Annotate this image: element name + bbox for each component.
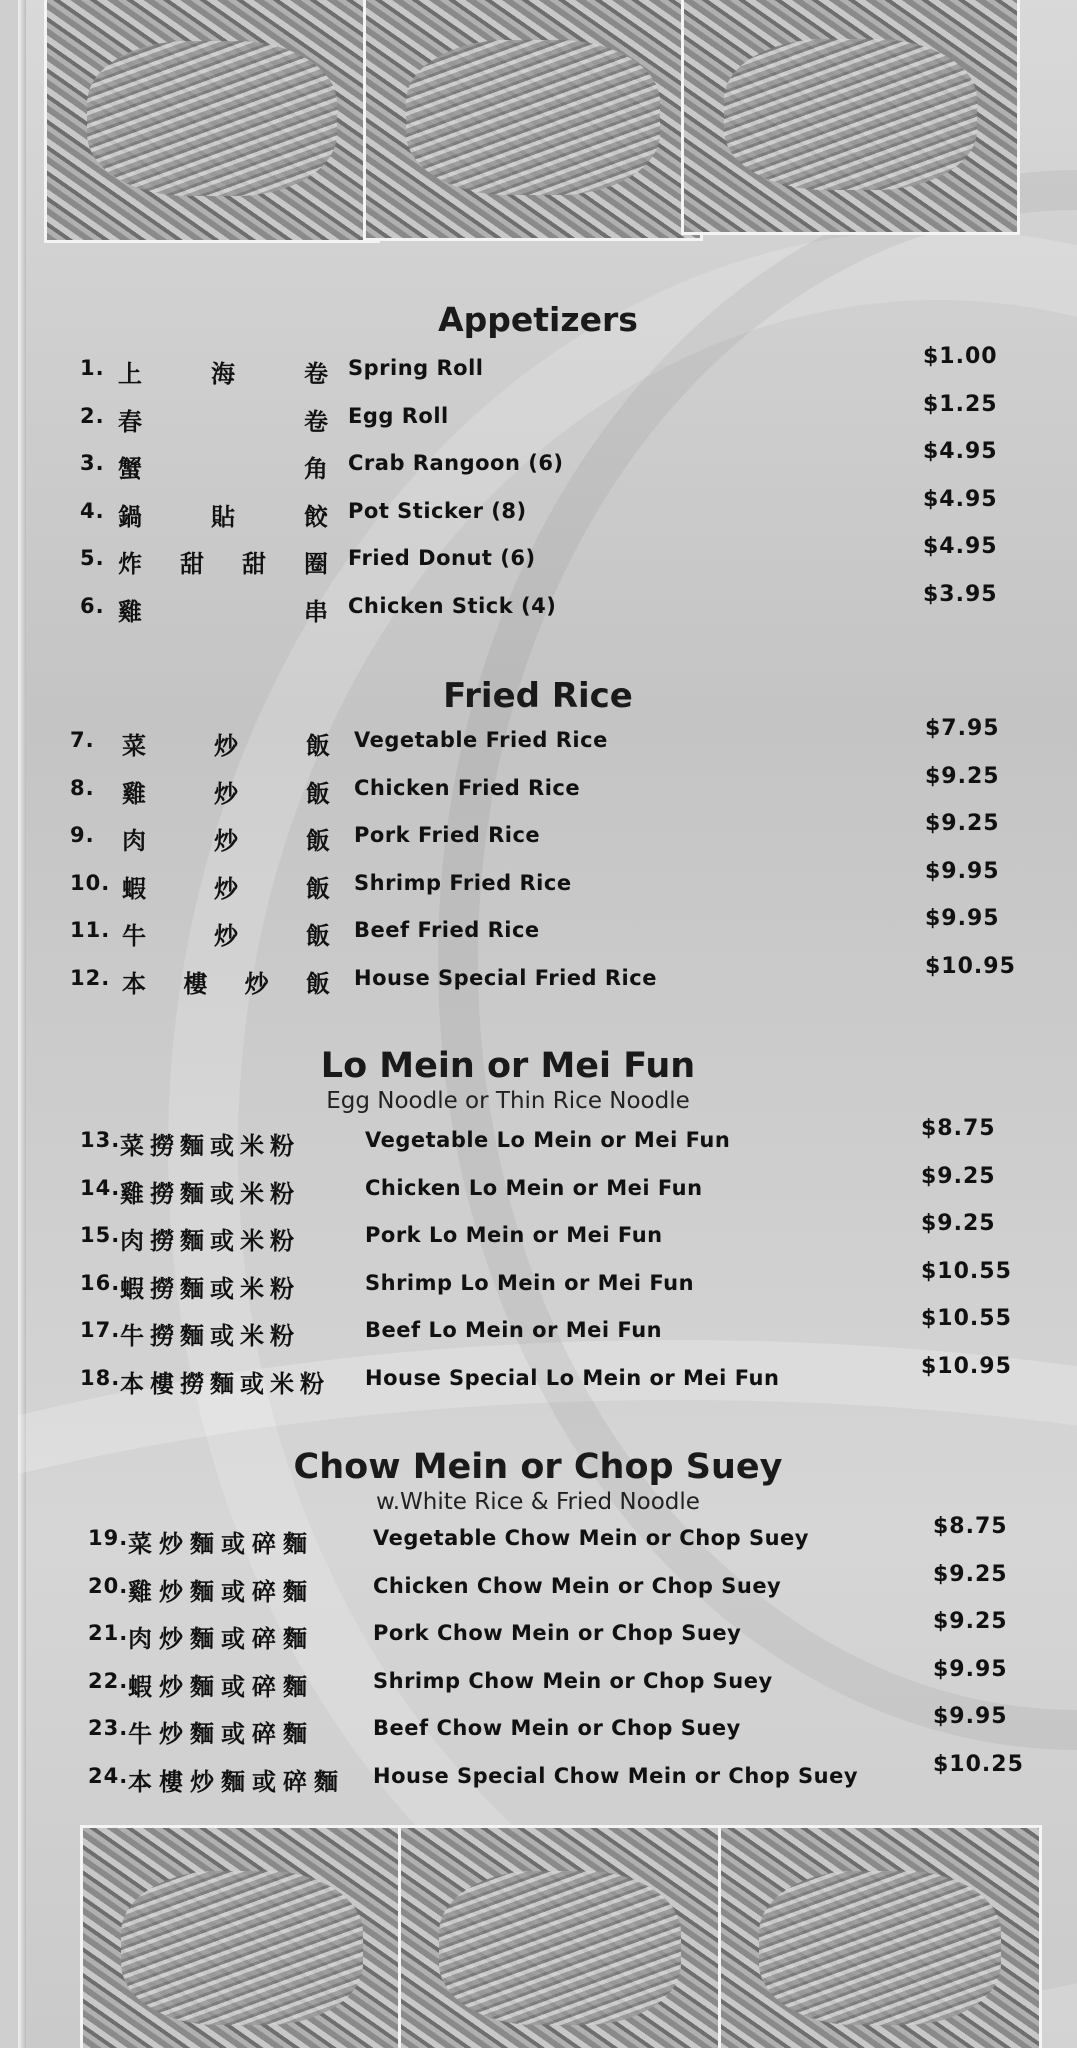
item-chinese-name bbox=[122, 964, 332, 999]
item-chinese-name: 肉撈麵或米粉 bbox=[120, 1227, 300, 1255]
item-number: 12. bbox=[70, 966, 111, 990]
item-price: $9.25 bbox=[925, 764, 1000, 789]
chinese-char: 本 bbox=[122, 970, 148, 998]
chinese-char bbox=[212, 592, 236, 627]
menu-item-row bbox=[80, 499, 900, 539]
item-price: $10.95 bbox=[921, 1354, 1012, 1379]
item-english-name: Egg Roll bbox=[348, 404, 449, 428]
item-number: 2. bbox=[80, 404, 105, 428]
chow-mein-subtitle: w.White Rice & Fried Noodle bbox=[376, 1489, 700, 1515]
item-english-name: House Special Fried Rice bbox=[354, 966, 657, 990]
item-number: 13. bbox=[80, 1128, 121, 1152]
item-number: 5. bbox=[80, 546, 105, 570]
chinese-char: 上 bbox=[118, 360, 144, 388]
menu-item-row bbox=[80, 1176, 900, 1216]
item-price: $7.95 bbox=[925, 716, 1000, 741]
menu-item-row bbox=[80, 1366, 900, 1406]
chinese-char: 卷 bbox=[304, 408, 330, 436]
bottom-photo-row bbox=[18, 1825, 1077, 2048]
item-chinese-name bbox=[118, 592, 330, 627]
menu-item-row bbox=[80, 1223, 900, 1263]
chinese-char: 炒 bbox=[244, 970, 271, 998]
item-chinese-name: 菜炒麵或碎麵 bbox=[128, 1530, 314, 1558]
item-price: $9.95 bbox=[933, 1704, 1008, 1729]
menu-item-row bbox=[80, 1128, 900, 1168]
fried-rice-title: Fried Rice bbox=[443, 676, 633, 716]
item-price: $9.25 bbox=[921, 1164, 996, 1189]
item-english-name: Crab Rangoon (6) bbox=[348, 451, 564, 475]
chinese-char: 飯 bbox=[306, 780, 332, 808]
item-number: 16. bbox=[80, 1271, 121, 1295]
menu-item-row bbox=[70, 823, 890, 863]
item-chinese-name bbox=[118, 402, 330, 437]
item-number: 15. bbox=[80, 1223, 121, 1247]
chinese-char: 飯 bbox=[306, 827, 332, 855]
menu-item-row bbox=[80, 594, 900, 634]
item-number: 22. bbox=[88, 1669, 129, 1693]
item-price: $9.25 bbox=[933, 1562, 1008, 1587]
item-number: 6. bbox=[80, 594, 105, 618]
item-price: $4.95 bbox=[923, 487, 998, 512]
item-chinese-name bbox=[118, 544, 330, 579]
chinese-char: 圈 bbox=[304, 550, 330, 578]
chinese-char: 炒 bbox=[214, 732, 240, 760]
menu-item-row bbox=[80, 404, 900, 444]
menu-item-row bbox=[70, 728, 890, 768]
chinese-char: 串 bbox=[304, 598, 330, 626]
item-chinese-name bbox=[122, 869, 332, 904]
item-price: $4.95 bbox=[923, 439, 998, 464]
chinese-char: 炒 bbox=[214, 922, 240, 950]
chinese-char: 飯 bbox=[306, 875, 332, 903]
item-chinese-name: 牛炒麵或碎麵 bbox=[128, 1720, 314, 1748]
chinese-char: 飯 bbox=[306, 922, 332, 950]
chinese-char: 炒 bbox=[214, 875, 240, 903]
item-english-name: Shrimp Chow Mein or Chop Suey bbox=[373, 1669, 773, 1693]
item-price: $9.25 bbox=[933, 1609, 1008, 1634]
item-number: 9. bbox=[70, 823, 95, 847]
item-english-name: Pork Fried Rice bbox=[354, 823, 541, 847]
item-chinese-name: 肉炒麵或碎麵 bbox=[128, 1625, 314, 1653]
item-chinese-name: 牛撈麵或米粉 bbox=[120, 1322, 300, 1350]
menu-item-row bbox=[88, 1621, 908, 1661]
shrimp-chow-mein-photo bbox=[718, 1825, 1042, 2048]
item-price: $9.95 bbox=[925, 906, 1000, 931]
chinese-char bbox=[212, 449, 236, 484]
lo-mein-subtitle: Egg Noodle or Thin Rice Noodle bbox=[326, 1088, 690, 1114]
item-price: $10.55 bbox=[921, 1306, 1012, 1331]
item-price: $4.95 bbox=[923, 534, 998, 559]
item-number: 7. bbox=[70, 728, 95, 752]
item-english-name: Spring Roll bbox=[348, 356, 484, 380]
chinese-char: 雞 bbox=[122, 780, 148, 808]
item-number: 20. bbox=[88, 1574, 129, 1598]
chinese-char: 牛 bbox=[122, 922, 148, 950]
item-number: 14. bbox=[80, 1176, 121, 1200]
item-chinese-name bbox=[122, 726, 332, 761]
item-number: 19. bbox=[88, 1526, 129, 1550]
item-number: 10. bbox=[70, 871, 111, 895]
item-chinese-name bbox=[118, 449, 330, 484]
chinese-char: 甜 bbox=[180, 550, 206, 578]
item-number: 1. bbox=[80, 356, 105, 380]
item-price: $10.25 bbox=[933, 1752, 1024, 1777]
chinese-char: 蟹 bbox=[118, 455, 144, 483]
fried-rice-photo bbox=[363, 0, 703, 241]
menu-item-row bbox=[70, 966, 890, 1006]
chinese-char: 炸 bbox=[118, 550, 144, 578]
item-number: 18. bbox=[80, 1366, 121, 1390]
chinese-char: 卷 bbox=[304, 360, 330, 388]
item-number: 17. bbox=[80, 1318, 121, 1342]
menu-page bbox=[18, 0, 1077, 2048]
item-english-name: Chicken Stick (4) bbox=[348, 594, 557, 618]
chinese-char: 甜 bbox=[242, 550, 268, 578]
item-english-name: Vegetable Chow Mein or Chop Suey bbox=[373, 1526, 809, 1550]
item-price: $1.00 bbox=[923, 344, 998, 369]
item-english-name: Beef Fried Rice bbox=[354, 918, 540, 942]
item-english-name: Beef Chow Mein or Chop Suey bbox=[373, 1716, 741, 1740]
lo-mein-title: Lo Mein or Mei Fun bbox=[320, 1046, 696, 1086]
chinese-char: 菜 bbox=[122, 732, 148, 760]
item-chinese-name: 本樓撈麵或米粉 bbox=[120, 1370, 330, 1398]
chinese-char: 飯 bbox=[305, 970, 332, 998]
chinese-char: 樓 bbox=[183, 970, 210, 998]
chinese-char: 海 bbox=[211, 360, 237, 388]
chinese-char: 貼 bbox=[211, 503, 237, 531]
item-number: 4. bbox=[80, 499, 105, 523]
item-price: $9.25 bbox=[921, 1211, 996, 1236]
chinese-char: 飯 bbox=[306, 732, 332, 760]
item-price: $9.95 bbox=[933, 1657, 1008, 1682]
item-chinese-name bbox=[122, 774, 332, 809]
item-chinese-name bbox=[122, 916, 332, 951]
menu-item-row bbox=[80, 356, 900, 396]
chinese-char: 角 bbox=[304, 455, 330, 483]
chinese-char: 蝦 bbox=[122, 875, 148, 903]
lo-mein-photo bbox=[681, 0, 1020, 235]
item-number: 3. bbox=[80, 451, 105, 475]
item-chinese-name: 雞撈麵或米粉 bbox=[120, 1180, 300, 1208]
item-price: $10.55 bbox=[921, 1259, 1012, 1284]
chinese-char: 肉 bbox=[122, 827, 148, 855]
menu-item-row bbox=[70, 776, 890, 816]
item-price: $3.95 bbox=[923, 582, 998, 607]
vegetable-chow-mein-photo bbox=[80, 1825, 404, 2048]
item-english-name: Vegetable Lo Mein or Mei Fun bbox=[365, 1128, 731, 1152]
item-english-name: Shrimp Lo Mein or Mei Fun bbox=[365, 1271, 695, 1295]
menu-item-row bbox=[80, 1271, 900, 1311]
item-price: $9.95 bbox=[925, 859, 1000, 884]
item-price: $9.25 bbox=[925, 811, 1000, 836]
chinese-char bbox=[212, 402, 236, 437]
menu-item-row bbox=[70, 871, 890, 911]
menu-item-row bbox=[80, 546, 900, 586]
item-number: 8. bbox=[70, 776, 95, 800]
menu-item-row bbox=[88, 1764, 908, 1804]
appetizers-title: Appetizers bbox=[438, 300, 638, 339]
item-chinese-name: 雞炒麵或碎麵 bbox=[128, 1578, 314, 1606]
chow-mein-title: Chow Mein or Chop Suey bbox=[293, 1447, 783, 1487]
chinese-char: 春 bbox=[118, 408, 144, 436]
menu-item-row bbox=[88, 1716, 908, 1756]
item-english-name: House Special Lo Mein or Mei Fun bbox=[365, 1366, 780, 1390]
item-chinese-name bbox=[118, 354, 330, 389]
spring-rolls-photo bbox=[44, 0, 380, 243]
item-number: 11. bbox=[70, 918, 111, 942]
item-english-name: Chicken Fried Rice bbox=[354, 776, 581, 800]
item-chinese-name: 本樓炒麵或碎麵 bbox=[128, 1768, 345, 1796]
item-chinese-name bbox=[118, 497, 330, 532]
item-chinese-name: 菜撈麵或米粉 bbox=[120, 1132, 300, 1160]
item-price: $8.75 bbox=[921, 1116, 996, 1141]
item-number: 23. bbox=[88, 1716, 129, 1740]
item-english-name: Vegetable Fried Rice bbox=[354, 728, 608, 752]
chinese-char: 炒 bbox=[214, 780, 240, 808]
item-price: $1.25 bbox=[923, 392, 998, 417]
top-photo-row bbox=[18, 0, 1077, 240]
menu-item-row bbox=[88, 1526, 908, 1566]
item-english-name: Pork Lo Mein or Mei Fun bbox=[365, 1223, 663, 1247]
menu-item-row bbox=[80, 451, 900, 491]
menu-item-row bbox=[70, 918, 890, 958]
item-english-name: Pork Chow Mein or Chop Suey bbox=[373, 1621, 742, 1645]
item-chinese-name bbox=[122, 821, 332, 856]
item-english-name: Shrimp Fried Rice bbox=[354, 871, 572, 895]
item-price: $10.95 bbox=[925, 954, 1016, 979]
item-english-name: Chicken Lo Mein or Mei Fun bbox=[365, 1176, 703, 1200]
item-chinese-name: 蝦炒麵或碎麵 bbox=[128, 1673, 314, 1701]
item-chinese-name: 蝦撈麵或米粉 bbox=[120, 1275, 300, 1303]
menu-item-row bbox=[80, 1318, 900, 1358]
item-number: 24. bbox=[88, 1764, 129, 1788]
item-number: 21. bbox=[88, 1621, 129, 1645]
chinese-char: 炒 bbox=[214, 827, 240, 855]
chicken-chow-mein-photo bbox=[398, 1825, 722, 2048]
item-price: $8.75 bbox=[933, 1514, 1008, 1539]
chinese-char: 鍋 bbox=[118, 503, 144, 531]
menu-item-row bbox=[88, 1669, 908, 1709]
chinese-char: 餃 bbox=[304, 503, 330, 531]
item-english-name: Beef Lo Mein or Mei Fun bbox=[365, 1318, 663, 1342]
item-english-name: Pot Sticker (8) bbox=[348, 499, 527, 523]
item-english-name: House Special Chow Mein or Chop Suey bbox=[373, 1764, 859, 1788]
menu-item-row bbox=[88, 1574, 908, 1614]
chinese-char: 雞 bbox=[118, 598, 144, 626]
item-english-name: Fried Donut (6) bbox=[348, 546, 536, 570]
item-english-name: Chicken Chow Mein or Chop Suey bbox=[373, 1574, 782, 1598]
